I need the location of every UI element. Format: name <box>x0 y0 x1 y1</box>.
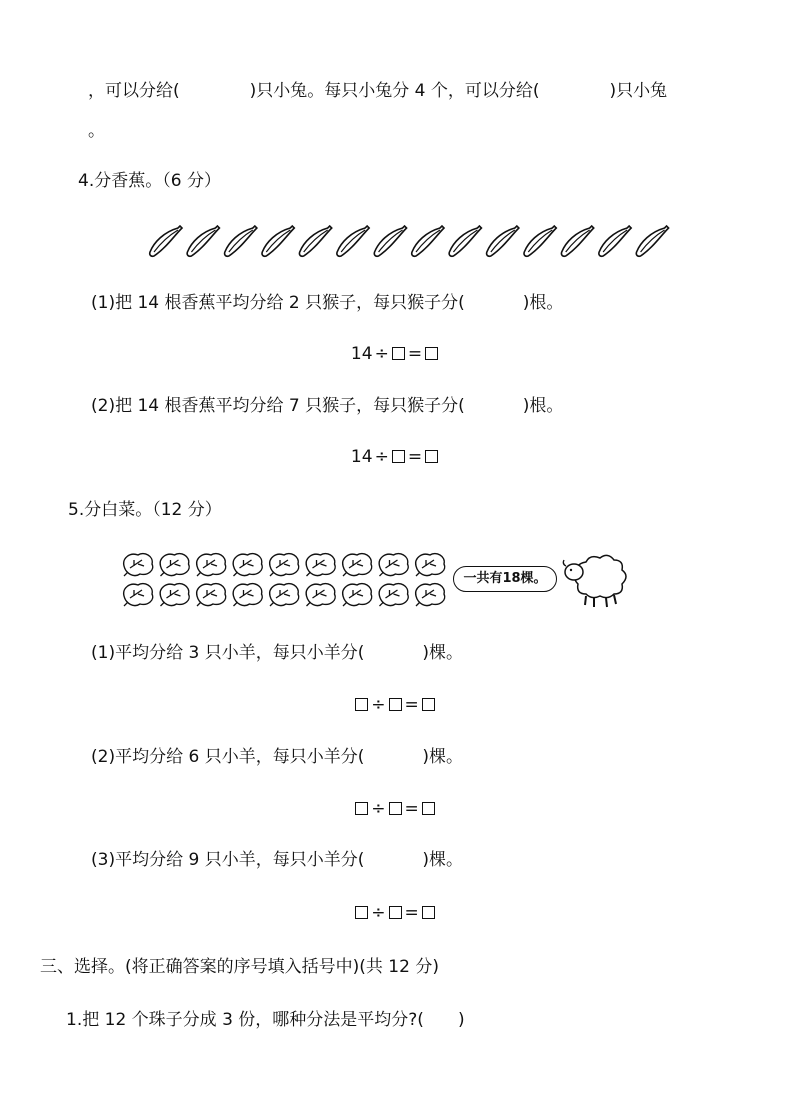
cabbage-icon <box>379 584 408 606</box>
section3-title: 三、选择。(将正确答案的序号填入括号中)(共 12 分) <box>40 957 439 977</box>
equals-sign: = <box>407 344 423 364</box>
divide-sign: ÷ <box>371 799 386 819</box>
q4-equation-1 <box>0 343 790 365</box>
divide-sign: ÷ <box>374 447 389 467</box>
q3-tail-line <box>88 80 667 102</box>
banana-icon <box>561 226 593 256</box>
speech-bubble: 一共有18棵。 <box>453 566 557 592</box>
cabbage-icon <box>270 554 299 576</box>
section3-q1-text: 1.把 12 个珠子分成 3 份，哪种分法是平均分?( <box>66 1010 424 1030</box>
answer-box[interactable] <box>355 802 368 815</box>
cabbage-icon <box>416 584 445 606</box>
cabbage-icon <box>233 554 262 576</box>
banana-icon <box>299 226 331 256</box>
q5-equation-2 <box>0 798 790 820</box>
banana-icon <box>524 226 556 256</box>
q4-equation-2 <box>0 446 790 468</box>
q4-sub2-text: (2)把 14 根香蕉平均分给 7 只猴子，每只猴子分( <box>91 396 465 416</box>
banana-icon <box>262 226 294 256</box>
q3-text-part3: )只小兔 <box>609 81 668 101</box>
answer-box[interactable] <box>389 802 402 815</box>
q5-equation-3 <box>0 902 790 924</box>
answer-box[interactable] <box>355 698 368 711</box>
cabbage-icon <box>343 554 372 576</box>
divide-sign: ÷ <box>371 903 386 923</box>
banana-icon <box>636 226 668 256</box>
cabbage-icon <box>197 584 226 606</box>
banana-row <box>146 222 670 258</box>
banana-icon <box>150 226 182 256</box>
divide-sign: ÷ <box>374 344 389 364</box>
q5-sub3 <box>91 849 463 871</box>
cabbage-icon <box>160 584 189 606</box>
q3-wrap-line: 。 <box>88 121 105 141</box>
cabbage-icon <box>306 554 335 576</box>
q5-title: 5.分白菜。（12 分） <box>68 500 222 520</box>
q5-sub2-text: (2)平均分给 6 只小羊，每只小羊分( <box>91 747 365 767</box>
q4-sub1 <box>91 292 563 314</box>
q3-text-part1: ，可以分给( <box>88 81 180 101</box>
banana-icon <box>337 226 369 256</box>
answer-box[interactable] <box>422 802 435 815</box>
q5-equation-1 <box>0 694 790 716</box>
q5-sub3-text: (3)平均分给 9 只小羊，每只小羊分( <box>91 850 365 870</box>
q5-sub2 <box>91 746 463 768</box>
banana-icon <box>374 226 406 256</box>
cabbage-icon <box>270 584 299 606</box>
q3-text-part2: )只小兔。每只小兔分 4 个，可以分给( <box>249 81 540 101</box>
banana-icon <box>187 226 219 256</box>
answer-box[interactable] <box>422 906 435 919</box>
banana-icon <box>487 226 519 256</box>
cabbage-icon <box>124 554 153 576</box>
eq-number: 14 <box>350 344 373 364</box>
cabbage-icon <box>124 584 153 606</box>
banana-icon <box>449 226 481 256</box>
cabbage-grid <box>120 548 450 612</box>
eq-number: 14 <box>350 447 373 467</box>
q5-sub1-end: )棵。 <box>422 643 463 663</box>
q4-title: 4.分香蕉。（6 分） <box>78 171 221 191</box>
answer-box[interactable] <box>422 698 435 711</box>
banana-icon <box>599 226 631 256</box>
divide-sign: ÷ <box>371 695 386 715</box>
q4-sub1-text: (1)把 14 根香蕉平均分给 2 只猴子，每只猴子分( <box>91 293 465 313</box>
answer-box[interactable] <box>392 347 405 360</box>
cabbage-icon <box>416 554 445 576</box>
answer-box[interactable] <box>425 450 438 463</box>
q5-sub1-text: (1)平均分给 3 只小羊，每只小羊分( <box>91 643 365 663</box>
answer-box[interactable] <box>355 906 368 919</box>
answer-box[interactable] <box>425 347 438 360</box>
equals-sign: = <box>404 799 419 819</box>
sheep-icon <box>560 548 630 612</box>
answer-box[interactable] <box>392 450 405 463</box>
q4-sub2-end: )根。 <box>522 396 564 416</box>
banana-icon <box>412 226 444 256</box>
q4-sub1-end: )根。 <box>522 293 564 313</box>
section3-q1 <box>66 1009 465 1031</box>
equals-sign: = <box>407 447 423 467</box>
q5-sub1 <box>91 642 463 664</box>
cabbage-icon <box>306 584 335 606</box>
section3-q1-end: ) <box>457 1010 465 1030</box>
cabbage-icon <box>233 584 262 606</box>
equals-sign: = <box>404 903 419 923</box>
equals-sign: = <box>404 695 419 715</box>
cabbage-illustration <box>120 548 630 612</box>
cabbage-icon <box>379 554 408 576</box>
answer-box[interactable] <box>389 906 402 919</box>
q4-sub2 <box>91 395 563 417</box>
q5-sub2-end: )棵。 <box>422 747 463 767</box>
cabbage-icon <box>343 584 372 606</box>
answer-box[interactable] <box>389 698 402 711</box>
cabbage-icon <box>197 554 226 576</box>
cabbage-icon <box>160 554 189 576</box>
banana-icon <box>225 226 257 256</box>
q5-sub3-end: )棵。 <box>422 850 463 870</box>
